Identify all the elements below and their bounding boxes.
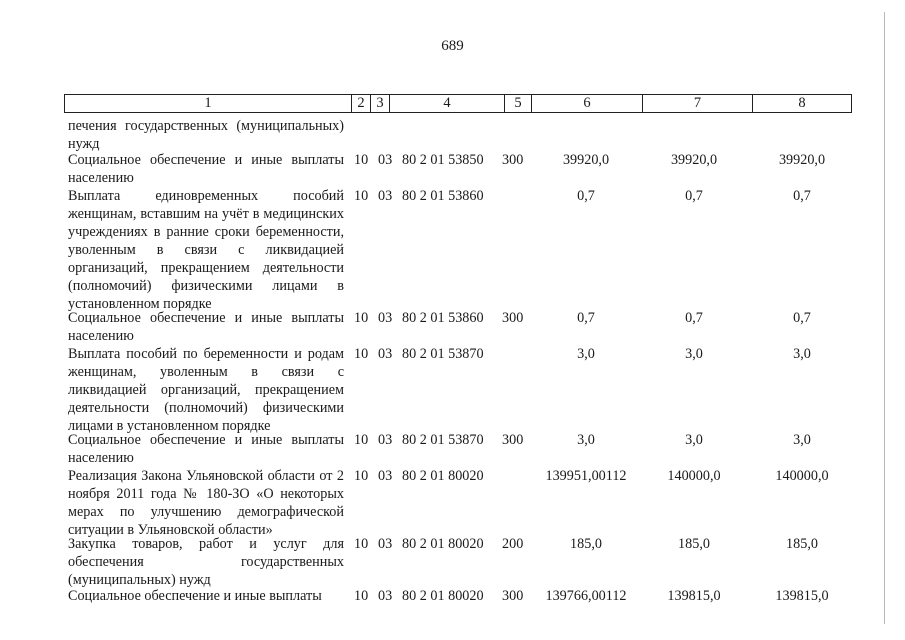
row-section: 10: [354, 432, 369, 448]
table-row: [0, 309, 905, 345]
row-value-col6: 0,7: [577, 310, 595, 326]
row-value-col8: 140000,0: [775, 468, 829, 484]
row-value-col6: 185,0: [570, 536, 602, 552]
row-value-col8: 3,0: [793, 432, 811, 448]
row-section: 10: [354, 536, 369, 552]
table-row: [0, 345, 905, 434]
row-value-col8: 0,7: [793, 310, 811, 326]
header-col-2: 2: [357, 95, 365, 111]
row-section: 10: [354, 468, 369, 484]
row-value-col6: 0,7: [577, 188, 595, 204]
row-target-code: 80 2 01 80020: [402, 468, 484, 484]
row-value-col7: 139815,0: [667, 588, 721, 604]
row-value-col7: 0,7: [685, 310, 703, 326]
row-subsection: 03: [378, 468, 393, 484]
row-subsection: 03: [378, 188, 393, 204]
row-subsection: 03: [378, 346, 393, 362]
row-subsection: 03: [378, 152, 393, 168]
header-col-3: 3: [376, 95, 384, 111]
table-row: [0, 587, 905, 607]
row-target-code: 80 2 01 80020: [402, 588, 484, 604]
row-subsection: 03: [378, 588, 393, 604]
table-row: [0, 117, 905, 151]
table-row: [0, 187, 905, 312]
row-target-code: 80 2 01 53870: [402, 346, 484, 362]
header-col-1: 1: [204, 95, 212, 111]
table-row: [0, 467, 905, 538]
row-description: Закупка товаров, работ и услуг для обеспечения государственных (муниципальных) нужд: [68, 536, 344, 588]
row-target-code: 80 2 01 80020: [402, 536, 484, 552]
row-subsection: 03: [378, 310, 393, 326]
row-value-col7: 39920,0: [670, 152, 718, 168]
row-value-col7: 140000,0: [667, 468, 721, 484]
header-col-7: 7: [693, 95, 702, 111]
row-value-col8: 39920,0: [778, 152, 826, 168]
row-value-col7: 3,0: [685, 432, 703, 448]
table-row: [0, 535, 905, 587]
table-row: [0, 151, 905, 187]
header-col-6: 6: [583, 95, 591, 111]
row-target-code: 80 2 01 53860: [402, 310, 484, 326]
table-body: [0, 117, 905, 607]
row-target-code: 80 2 01 53860: [402, 188, 484, 204]
row-description: Социальное обеспечение и иные выплаты населению: [68, 310, 344, 344]
row-value-col7: 0,7: [685, 188, 703, 204]
row-section: 10: [354, 346, 369, 362]
row-expense-type: 300: [502, 152, 524, 168]
row-section: 10: [354, 588, 369, 604]
row-subsection: 03: [378, 536, 393, 552]
row-description: Выплата единовременных пособий женщинам, вставшим на учёт в медицинских учреждениях в ранние сроки беременности, уволенным в связи с ликвидацией организаций, прекращением деятельности (полномочий) физическими лицами в установленном порядке: [68, 188, 344, 312]
row-value-col8: 3,0: [793, 346, 811, 362]
row-expense-type: 300: [502, 310, 524, 326]
row-value-col7: 3,0: [685, 346, 703, 362]
table-header: [64, 94, 852, 113]
row-value-col8: 0,7: [793, 188, 811, 204]
row-description: Реализация Закона Ульяновской области от 2 ноября 2011 года № 180-ЗО «О некоторых мерах по улучшению демографической ситуации в Ульяновской области»: [68, 468, 344, 538]
row-value-col7: 185,0: [678, 536, 710, 552]
row-description: Социальное обеспечение и иные выплаты населению: [68, 152, 344, 186]
row-value-col6: 39920,0: [562, 152, 610, 168]
row-section: 10: [354, 152, 369, 168]
row-subsection: 03: [378, 432, 393, 448]
table-row: [0, 431, 905, 467]
row-expense-type: 300: [502, 588, 524, 604]
header-col-4: 4: [443, 95, 451, 111]
row-value-col6: 3,0: [577, 346, 595, 362]
row-value-col6: 3,0: [577, 432, 595, 448]
row-description: Социальное обеспечение и иные выплаты: [68, 588, 322, 604]
row-description: Социальное обеспечение и иные выплаты населению: [68, 432, 344, 466]
row-target-code: 80 2 01 53870: [402, 432, 484, 448]
row-value-col6: 139766,00112: [545, 588, 627, 604]
row-expense-type: 300: [502, 432, 524, 448]
row-target-code: 80 2 01 53850: [402, 152, 484, 168]
row-section: 10: [354, 188, 369, 204]
row-section: 10: [354, 310, 369, 326]
row-value-col8: 139815,0: [775, 588, 829, 604]
header-col-5: 5: [514, 95, 522, 111]
row-value-col6: 139951,00112: [545, 468, 627, 484]
row-expense-type: 200: [502, 536, 524, 552]
row-description: печения государственных (муниципальных) нужд: [68, 118, 344, 152]
page-number: 689: [441, 38, 464, 54]
row-value-col8: 185,0: [786, 536, 818, 552]
row-description: Выплата пособий по беременности и родам женщинам, уволенным в связи с ликвидацией организаций, прекращением деятельности (полномочий) физическими лицами в установленном порядке: [68, 346, 344, 434]
header-col-8: 8: [798, 95, 806, 111]
